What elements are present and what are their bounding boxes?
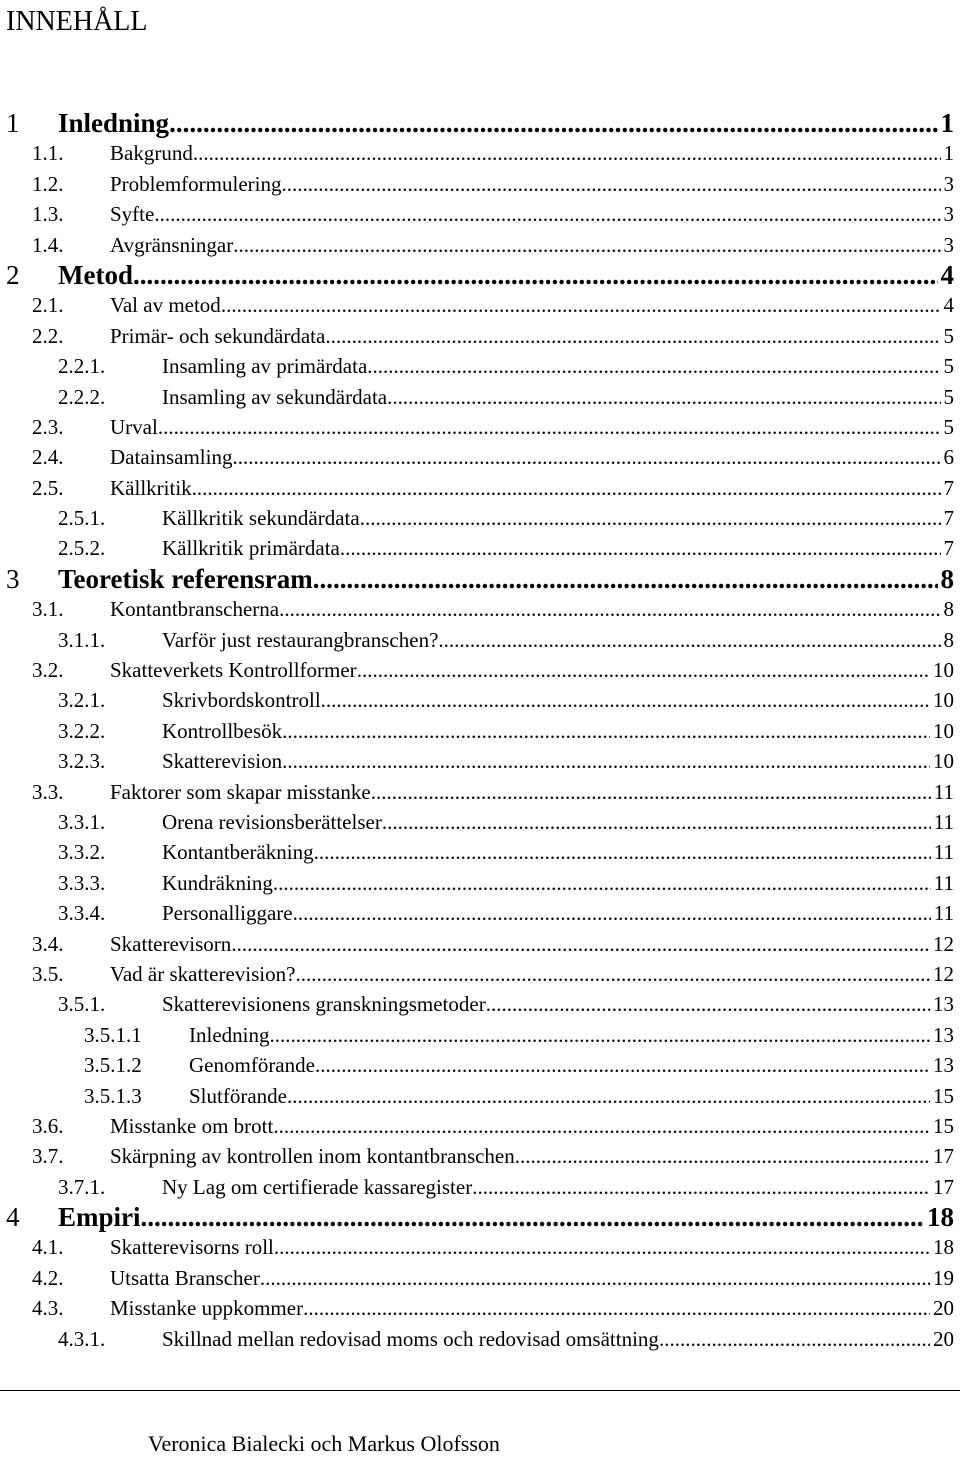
toc-entry-number: 3.5.1.1 [84,1022,142,1047]
toc-entry-title: Källkritik sekundärdata [162,506,360,531]
toc-dot-leader [193,138,941,168]
toc-entry-title: Utsatta Branscher [110,1265,260,1290]
toc-dot-leader [295,959,930,989]
toc-entry-number: 3.6. [32,1113,64,1138]
toc-entry-title: Bakgrund [110,141,193,166]
toc-dot-leader [158,412,941,442]
toc-entry[interactable] [0,1202,960,1232]
toc-entry-page: 1 [940,108,954,138]
toc-entry-page: 10 [933,658,954,683]
toc-entry[interactable] [0,594,960,624]
toc-dot-leader [231,929,930,959]
toc-entry[interactable] [0,625,960,655]
toc-entry-page: 18 [927,1202,954,1233]
toc-dot-leader [472,1172,930,1202]
toc-entry[interactable] [0,503,960,533]
toc-entry-page: 8 [943,627,954,652]
toc-entry-number: 4.3.1. [58,1326,106,1351]
toc-entry-page: 20 [933,1296,954,1321]
toc-entry[interactable] [0,807,960,837]
toc-entry-number: 2.2.2. [58,384,106,409]
toc-dot-leader [281,169,940,199]
toc-entry[interactable] [0,929,960,959]
toc-entry-title: Kontantbranscherna [110,597,280,622]
toc-entry-page: 13 [933,1053,954,1078]
toc-dot-leader [273,868,931,898]
toc-entry-page: 5 [943,384,954,409]
toc-entry-page: 11 [933,809,954,834]
toc-entry[interactable] [0,1232,960,1262]
toc-entry-number: 3.3.1. [58,809,106,834]
toc-entry-title: Misstanke om brott [110,1113,274,1138]
toc-entry-page: 3 [943,171,954,196]
toc-entry[interactable] [0,108,960,138]
toc-entry-page: 3 [943,232,954,257]
toc-entry[interactable] [0,199,960,229]
toc-entry[interactable] [0,1172,960,1202]
toc-entry[interactable] [0,1141,960,1171]
toc-entry[interactable] [0,1050,960,1080]
toc-entry-number: 3.3. [32,779,64,804]
toc-dot-leader [382,807,931,837]
toc-entry-page: 4 [943,293,954,318]
toc-entry-number: 3.2.2. [58,718,106,743]
toc-entry-page: 15 [933,1083,954,1108]
toc-entry-title: Källkritik primärdata [162,536,340,561]
toc-entry-title: Skatteverkets Kontrollformer [110,658,357,683]
toc-entry[interactable] [0,837,960,867]
toc-entry-page: 5 [943,414,954,439]
toc-entry[interactable] [0,868,960,898]
toc-dot-leader [287,1081,930,1111]
toc-entry[interactable] [0,351,960,381]
toc-entry-title: Vad är skatterevision? [110,961,296,986]
toc-entry-page: 1 [943,141,954,166]
toc-entry-number: 3.5.1.3 [84,1083,142,1108]
toc-entry-number: 2.5.1. [58,506,106,531]
toc-entry-number: 3.4. [32,931,64,956]
toc-entry-title: Genomförande [189,1053,315,1078]
toc-dot-leader [486,989,930,1019]
toc-entry-number: 3.5.1. [58,992,106,1017]
toc-entry[interactable] [0,290,960,320]
toc-entry-number: 3.7.1. [58,1174,106,1199]
toc-dot-leader [515,1141,930,1171]
toc-dot-leader [293,898,931,928]
toc-entry[interactable] [0,1263,960,1293]
toc-dot-leader [367,351,940,381]
toc-entry-page: 3 [943,202,954,227]
toc-entry-page: 7 [943,506,954,531]
toc-entry-title: Faktorer som skapar misstanke [110,779,371,804]
toc-dot-leader [273,1111,930,1141]
toc-entry-title: Empiri [58,1202,141,1233]
toc-entry-page: 4 [940,259,954,290]
toc-entry[interactable] [0,138,960,168]
toc-entry-number: 3.2.1. [58,688,106,713]
toc-entry-number: 3.2.3. [58,749,106,774]
toc-dot-leader [340,533,941,563]
toc-entry-title: Val av metod [110,293,221,318]
toc-entry[interactable] [0,169,960,199]
toc-entry-title: Syfte [110,202,155,227]
toc-entry-page: 8 [940,563,954,594]
toc-entry-number: 3.3.3. [58,870,106,895]
toc-dot-leader [233,230,940,260]
toc-entry-number: 2.2. [32,323,64,348]
toc-entry-number: 2.1. [32,293,64,318]
toc-entry-title: Insamling av sekundärdata [162,384,388,409]
toc-dot-leader [315,1050,930,1080]
toc-entry[interactable] [0,382,960,412]
toc-entry[interactable] [0,533,960,563]
toc-entry-title: Metod [58,259,133,290]
toc-entry-page: 17 [933,1174,954,1199]
toc-dot-leader [314,837,931,867]
toc-entry-title: Problemformulering [110,171,282,196]
toc-entry[interactable] [0,746,960,776]
footer-authors: Veronica Bialecki och Markus Olofsson [148,1431,500,1456]
toc-entry[interactable] [0,1081,960,1111]
toc-dot-leader [279,594,940,624]
toc-entry-page: 11 [933,901,954,926]
toc-entry-page: 10 [933,749,954,774]
toc-entry-title: Källkritik [110,475,192,500]
toc-dot-leader [169,108,937,138]
toc-entry-title: Skatterevisorns roll [110,1235,274,1260]
toc-dot-leader [313,564,938,594]
toc-entry[interactable] [0,230,960,260]
toc-dot-leader [357,655,930,685]
toc-entry-title: Inledning [189,1022,270,1047]
toc-entry-number: 3.7. [32,1144,64,1169]
toc-entry-page: 7 [943,475,954,500]
toc-dot-leader [325,321,940,351]
toc-entry-page: 6 [943,445,954,470]
toc-entry-number: 2.3. [32,414,64,439]
toc-entry[interactable] [0,260,960,290]
toc-entry-title: Misstanke uppkommer [110,1296,304,1321]
toc-entry-number: 4.2. [32,1265,64,1290]
toc-entry-title: Ny Lag om certifierade kassaregister [162,1174,473,1199]
toc-entry-page: 11 [933,779,954,804]
toc-entry-number: 3.3.2. [58,840,106,865]
toc-entry-title: Skatterevision [162,749,283,774]
toc-entry-title: Orena revisionsberättelser [162,809,382,834]
toc-entry-title: Primär- och sekundärdata [110,323,326,348]
toc-entry-title: Avgränsningar [110,232,234,257]
toc-dot-leader [303,1293,930,1323]
toc-entry-number: 2.4. [32,445,64,470]
toc-entry[interactable] [0,473,960,503]
toc-entry-title: Personalliggare [162,901,293,926]
toc-entry-page: 15 [933,1113,954,1138]
toc-entry-page: 8 [943,597,954,622]
toc-entry[interactable] [0,1324,960,1354]
toc-dot-leader [659,1324,930,1354]
toc-entry-title: Insamling av primärdata [162,354,368,379]
table-of-contents [0,108,960,1354]
toc-dot-leader [321,685,930,715]
toc-entry[interactable] [0,442,960,472]
toc-dot-leader [141,1202,924,1232]
toc-dot-leader [360,503,941,533]
toc-entry-title: Skillnad mellan redovisad moms och redovisad omsättning [162,1326,659,1351]
toc-entry[interactable] [0,898,960,928]
toc-dot-leader [221,290,941,320]
toc-dot-leader [371,777,931,807]
toc-dot-leader [274,1232,930,1262]
toc-entry-page: 11 [933,840,954,865]
toc-entry-page: 7 [943,536,954,561]
toc-entry-number: 1.4. [32,232,64,257]
toc-dot-leader [282,746,930,776]
toc-entry-number: 4 [6,1202,20,1233]
toc-entry-number: 2.2.1. [58,354,106,379]
toc-entry-page: 11 [933,870,954,895]
toc-entry-number: 3.1.1. [58,627,106,652]
toc-entry-page: 12 [933,961,954,986]
toc-entry-number: 4.1. [32,1235,64,1260]
toc-dot-leader [438,625,940,655]
toc-entry[interactable] [0,321,960,351]
toc-entry-page: 10 [933,718,954,743]
toc-dot-leader [192,473,941,503]
toc-entry-title: Kontantberäkning [162,840,314,865]
toc-entry-title: Skatterevisionens granskningsmetoder [162,992,486,1017]
toc-entry-number: 2.5. [32,475,64,500]
toc-entry-number: 1.3. [32,202,64,227]
toc-entry-number: 1.1. [32,141,64,166]
toc-entry[interactable] [0,564,960,594]
toc-entry-page: 5 [943,323,954,348]
toc-entry-page: 13 [933,992,954,1017]
toc-entry[interactable] [0,685,960,715]
toc-entry-page: 5 [943,354,954,379]
toc-entry-number: 3.3.4. [58,901,106,926]
toc-entry-page: 12 [933,931,954,956]
toc-entry[interactable] [0,716,960,746]
toc-entry-number: 3 [6,563,20,594]
page-title: INNEHÅLL [6,6,148,37]
toc-entry-title: Kundräkning [162,870,273,895]
toc-dot-leader [154,199,940,229]
toc-entry-number: 3.5. [32,961,64,986]
toc-entry[interactable] [0,959,960,989]
toc-entry-page: 10 [933,688,954,713]
toc-entry-number: 1.2. [32,171,64,196]
toc-dot-leader [282,716,930,746]
toc-entry-number: 1 [6,108,20,138]
toc-entry-page: 17 [933,1144,954,1169]
toc-entry-number: 3.1. [32,597,64,622]
toc-entry-title: Inledning [58,108,170,138]
toc-entry[interactable] [0,412,960,442]
toc-entry-page: 20 [933,1326,954,1351]
toc-entry[interactable] [0,1020,960,1050]
toc-entry-number: 2 [6,259,20,290]
toc-entry-title: Teoretisk referensram [58,563,313,594]
toc-entry-title: Datainsamling [110,445,233,470]
toc-dot-leader [133,260,938,290]
toc-entry-title: Slutförande [189,1083,287,1108]
toc-dot-leader [387,382,940,412]
footer-divider [0,1390,960,1391]
toc-entry-title: Skatterevisorn [110,931,232,956]
toc-entry[interactable] [0,1111,960,1141]
toc-dot-leader [269,1020,930,1050]
toc-entry-number: 4.3. [32,1296,64,1321]
toc-entry[interactable] [0,655,960,685]
toc-entry[interactable] [0,1293,960,1323]
toc-dot-leader [232,442,940,472]
toc-entry-title: Skärpning av kontrollen inom kontantbranschen [110,1144,515,1169]
toc-entry-title: Kontrollbesök [162,718,283,743]
toc-entry-number: 3.5.1.2 [84,1053,142,1078]
toc-entry-number: 3.2. [32,658,64,683]
toc-entry-number: 2.5.2. [58,536,106,561]
toc-entry-page: 18 [933,1235,954,1260]
toc-entry[interactable] [0,777,960,807]
toc-entry-page: 19 [933,1265,954,1290]
toc-entry-title: Skrivbordskontroll [162,688,321,713]
toc-entry-page: 13 [933,1022,954,1047]
toc-entry-title: Urval [110,414,158,439]
toc-dot-leader [260,1263,930,1293]
toc-entry[interactable] [0,989,960,1019]
toc-entry-title: Varför just restaurangbranschen? [162,627,439,652]
